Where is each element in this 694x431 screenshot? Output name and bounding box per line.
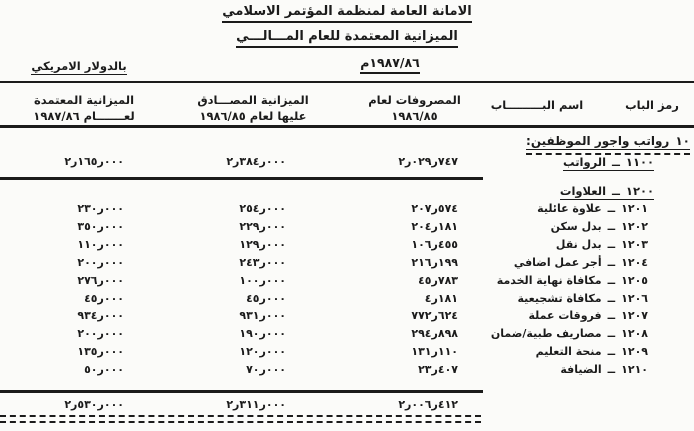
table-row xyxy=(0,202,694,220)
row-adopted-value: ٣٥٠ر٠٠٠ xyxy=(77,219,124,233)
row-label xyxy=(537,202,648,215)
row-dash: ــ xyxy=(607,255,616,269)
row-code: ١١٠٠ xyxy=(625,155,654,169)
row-code: ١٢٠٧ xyxy=(621,309,648,323)
row-label xyxy=(536,345,648,358)
row-adopted-value: ١٣٥ر٠٠٠ xyxy=(77,345,124,359)
row-code: ١٢٠١ xyxy=(621,202,648,215)
row-expenditure-value: ٢٣ر٤٠٧ xyxy=(418,363,458,377)
column-header-expenditure-line2: ١٩٨٦/٨٥ xyxy=(391,109,438,123)
fiscal-year-label: ١٩٨٧/٨٦م xyxy=(360,55,420,74)
row-code: ١٢٠٠ xyxy=(625,184,654,198)
horizontal-rule-pretotal xyxy=(0,390,483,393)
column-header-expenditure xyxy=(362,92,467,124)
row-expenditure-value: ٤٥ر٧٨٣ xyxy=(418,273,458,287)
row-code: ١٢٠٩ xyxy=(621,345,648,359)
row-approved-value: ٤٥ر٠٠٠ xyxy=(246,291,286,305)
row-name: الرواتب xyxy=(563,155,607,169)
row-dash: ــ xyxy=(607,237,616,251)
column-header-approved xyxy=(185,92,321,124)
allowances-label xyxy=(560,184,654,200)
row-name: فروقات عملة xyxy=(528,309,602,323)
row-name: بدل نقل xyxy=(555,237,602,251)
column-header-chapter-code: رمز الباب xyxy=(625,98,679,112)
row-dash: ــ xyxy=(607,291,616,305)
salaries-approved-value: ٢ر٣٨٤ر٠٠٠ xyxy=(226,155,286,168)
row-name: بدل سكن xyxy=(550,219,602,233)
table-row xyxy=(0,327,694,345)
row-code: ١٢٠٥ xyxy=(621,273,648,287)
table-row xyxy=(0,309,694,327)
row-name: منحة التعليم xyxy=(535,345,602,359)
header-block xyxy=(310,55,470,74)
row-approved-value: ١٩٠ر٠٠٠ xyxy=(239,327,286,341)
column-header-expenditure-line1: المصروفات لعام xyxy=(368,93,461,107)
table-row xyxy=(0,345,694,363)
org-title: الامانة العامة لمنظمة المؤتمر الاسلامي xyxy=(222,4,471,23)
double-dashed-rule-bottom xyxy=(0,415,481,423)
row-label xyxy=(497,274,648,287)
row-dash: ــ xyxy=(612,184,620,198)
row-expenditure-value: ١٣١ر١١٠ xyxy=(411,345,458,359)
salaries-expenditure-value: ٢ر٠٢٩ر٧٤٧ xyxy=(398,155,458,168)
row-label xyxy=(560,363,648,376)
section-heading-salaries-wages xyxy=(526,134,690,155)
table-row xyxy=(0,363,694,381)
column-header-approved-line1: الميزانية المصـــادق xyxy=(197,93,309,107)
row-label xyxy=(518,292,649,305)
row-approved-value: ٩٣١ر٠٠٠ xyxy=(239,309,286,323)
currency-note: بالدولار الامريكي xyxy=(31,59,127,73)
horizontal-rule-salaries xyxy=(0,177,483,180)
section-code: ١٠ xyxy=(675,134,690,148)
row-name: علاوة عائلية xyxy=(537,202,602,215)
horizontal-rule-top xyxy=(0,81,694,83)
row-dash: ــ xyxy=(612,155,620,169)
row-expenditure-value: ٢٠٧ر٥٧٤ xyxy=(411,202,458,215)
row-code: ١٢٠٦ xyxy=(621,291,648,305)
row-adopted-value: ٢٠٠ر٠٠٠ xyxy=(77,255,124,269)
row-code: ١٢٠٢ xyxy=(621,219,648,233)
total-adopted-value: ٢ر٥٣٠ر٠٠٠ xyxy=(64,398,124,411)
row-adopted-value: ٢٧٦ر٠٠٠ xyxy=(77,273,124,287)
row-name: مكافاة تشجيعية xyxy=(517,291,602,305)
table-row xyxy=(0,220,694,238)
total-approved-value: ٢ر٣١١ر٠٠٠ xyxy=(226,398,286,411)
row-expenditure-value: ١٠٦ر٤٥٥ xyxy=(411,237,458,251)
budget-title: الميزانية المعتمدة للعام المـــالـــي xyxy=(236,29,458,48)
row-approved-value: ١٢٠ر٠٠٠ xyxy=(239,345,286,359)
row-adopted-value: ٢٠٠ر٠٠٠ xyxy=(77,327,124,341)
row-label xyxy=(556,238,648,251)
row-approved-value: ٢٤٣ر٠٠٠ xyxy=(239,255,286,269)
row-code: ١٢٠٨ xyxy=(621,327,648,341)
row-code: ١٢٠٣ xyxy=(621,237,648,251)
table-row xyxy=(0,274,694,292)
row-adopted-value: ١١٠ر٠٠٠ xyxy=(77,237,124,251)
row-code: ١٢١٠ xyxy=(621,363,648,377)
row-adopted-value: ٩٣٤ر٠٠٠ xyxy=(77,309,124,323)
row-expenditure-value: ٢١٦ر١٩٩ xyxy=(411,255,458,269)
row-approved-value: ٢٥٤ر٠٠٠ xyxy=(239,202,286,215)
row-dash: ــ xyxy=(607,309,616,323)
table-row-allowances-heading xyxy=(0,184,694,203)
row-dash: ــ xyxy=(607,327,616,341)
column-header-approved-line2: عليها لعام ١٩٨٦/٨٥ xyxy=(199,109,307,123)
row-approved-value: ٧٠ر٠٠٠ xyxy=(246,363,286,377)
row-expenditure-value: ٤ر١٨١ xyxy=(424,291,458,305)
column-header-adopted-line2: لعـــــــام ١٩٨٧/٨٦ xyxy=(33,109,135,123)
row-adopted-value: ٢٣٠ر٠٠٠ xyxy=(77,202,124,215)
row-approved-value: ١٠٠ر٠٠٠ xyxy=(239,273,286,287)
row-code: ١٢٠٤ xyxy=(621,255,648,269)
column-header-chapter-name: اسم البـــــــــاب xyxy=(490,98,584,112)
column-header-adopted-line1: الميزانية المعتمدة xyxy=(33,93,135,107)
row-expenditure-value: ٢٩٤ر٨٩٨ xyxy=(411,327,458,341)
header-block xyxy=(0,29,694,48)
column-header-adopted xyxy=(16,92,152,124)
row-name: مكافاة نهاية الخدمة xyxy=(496,273,602,287)
salaries-adopted-value: ٢ر١٦٥ر٠٠٠ xyxy=(64,155,124,168)
row-adopted-value: ٥٠ر٠٠٠ xyxy=(84,363,124,377)
row-expenditure-value: ٧٧٢ر٦٢٤ xyxy=(411,309,458,323)
section-heading-text xyxy=(526,134,690,150)
total-expenditure-value: ٢ر٠٠٦ر٤١٢ xyxy=(398,398,458,411)
table-row-total xyxy=(0,398,694,416)
row-label xyxy=(514,256,648,269)
row-expenditure-value: ٢٠٤ر١٨١ xyxy=(411,219,458,233)
row-name: الضيافة xyxy=(560,363,602,377)
table-row xyxy=(0,238,694,256)
row-name: أجر عمل اضافي xyxy=(513,255,602,269)
section-heading-underline xyxy=(526,134,690,155)
row-dash: ــ xyxy=(607,202,616,215)
row-dash: ــ xyxy=(607,363,616,377)
table-row xyxy=(0,256,694,274)
row-adopted-value: ٤٥ر٠٠٠ xyxy=(84,291,124,305)
header-block xyxy=(20,59,138,75)
section-label: رواتب واجور الموظفين: xyxy=(526,134,670,148)
row-label xyxy=(551,220,648,233)
horizontal-rule-header xyxy=(0,125,694,128)
row-dash: ــ xyxy=(607,219,616,233)
row-approved-value: ١٢٩ر٠٠٠ xyxy=(239,237,286,251)
allowances-label-text xyxy=(560,184,654,200)
table-row xyxy=(0,292,694,310)
table-row-salaries xyxy=(0,155,694,174)
row-label xyxy=(528,309,648,322)
salaries-label-text xyxy=(563,155,654,171)
row-dash: ــ xyxy=(607,345,616,359)
row-approved-value: ٢٢٩ر٠٠٠ xyxy=(239,219,286,233)
salaries-label xyxy=(563,155,654,171)
row-dash: ــ xyxy=(607,273,616,287)
row-label xyxy=(491,327,648,340)
row-name: مصاريف طبية/ضمان xyxy=(490,327,602,341)
row-name: العلاوات xyxy=(559,184,607,198)
header-block xyxy=(0,4,694,23)
